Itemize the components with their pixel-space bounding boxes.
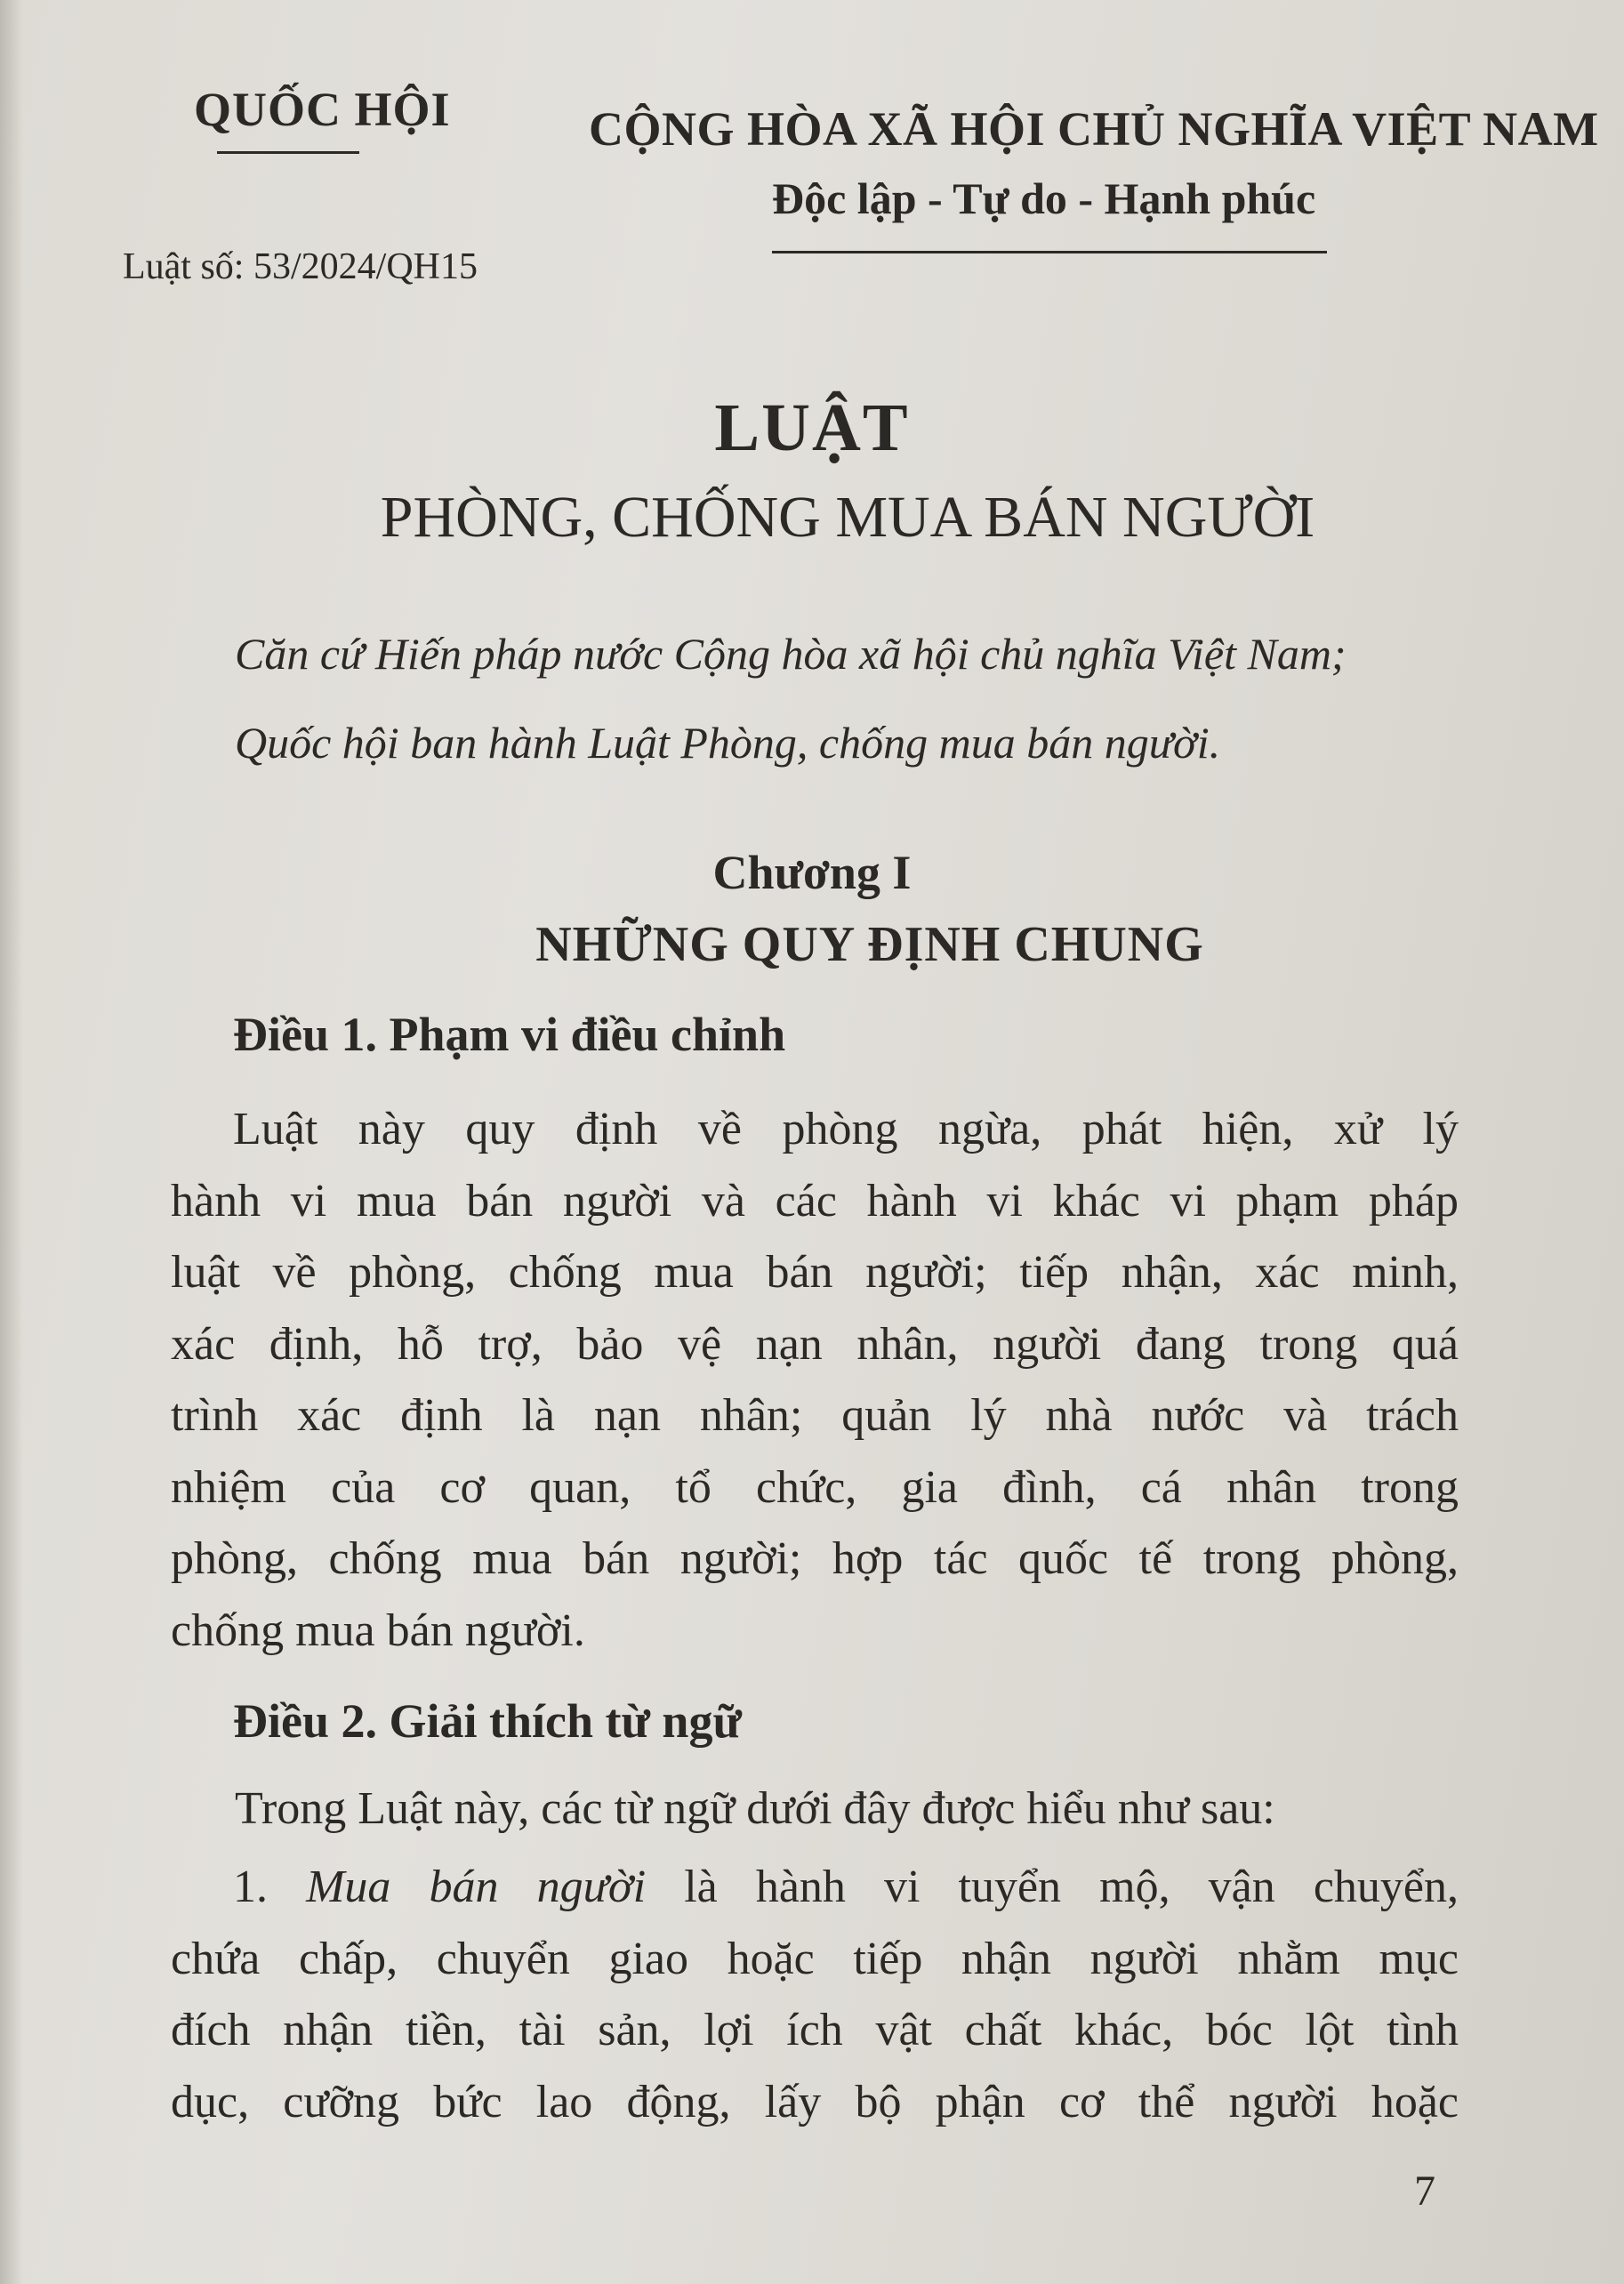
- paragraph-line: chứa chấp, chuyển giao hoặc tiếp nhận người nhằm mục: [171, 1933, 1459, 1984]
- paragraph-line: nhiệm của cơ quan, tổ chức, gia đình, cá nhân trong: [171, 1461, 1459, 1513]
- article-2-heading: Điều 2. Giải thích từ ngữ: [233, 1694, 742, 1748]
- chapter-number: Chương I: [712, 846, 912, 899]
- definition-text: là hành vi tuyển mộ, vận chuyển,: [646, 1862, 1459, 1912]
- paragraph-line: dục, cưỡng bức lao động, lấy bộ phận cơ thể người hoặc: [171, 2076, 1459, 2127]
- paragraph-line: Luật này quy định về phòng ngừa, phát hiện, xử lý: [233, 1104, 1459, 1154]
- article-2-intro: Trong Luật này, các từ ngữ dưới đây được hiểu như sau:: [235, 1783, 1275, 1834]
- document-subtitle: PHÒNG, CHỐNG MUA BÁN NGƯỜI: [380, 485, 1315, 550]
- national-title: CỘNG HÒA XÃ HỘI CHỦ NGHĨA VIỆT NAM: [589, 102, 1599, 156]
- paragraph-line: [171, 1852, 1459, 1924]
- issuing-body-underline: [217, 151, 359, 154]
- paragraph-line: trình xác định là nạn nhân; quản lý nhà nước và trách: [171, 1390, 1459, 1441]
- paragraph-line: đích nhận tiền, tài sản, lợi ích vật chất khác, bóc lột tình: [171, 2005, 1459, 2055]
- paragraph-line: hành vi mua bán người và các hành vi khác vi phạm pháp: [171, 1175, 1459, 1226]
- article-1-heading: Điều 1. Phạm vi điều chỉnh: [233, 1008, 786, 1061]
- chapter-title: NHỮNG QUY ĐỊNH CHUNG: [535, 917, 1204, 972]
- defined-term: Mua bán người: [306, 1862, 647, 1912]
- national-motto: Độc lập - Tự do - Hạnh phúc: [772, 173, 1316, 223]
- article-1-paragraph: [171, 1094, 1459, 1667]
- document-title: LUẬT: [714, 390, 910, 465]
- law-number: Luật số: 53/2024/QH15: [123, 246, 478, 287]
- paragraph-line: chống mua bán người.: [171, 1604, 585, 1656]
- promulgation-line: Quốc hội ban hành Luật Phòng, chống mua bán người.: [235, 718, 1221, 768]
- motto-underline: [772, 251, 1327, 253]
- paragraph-line: xác định, hỗ trợ, bảo vệ nạn nhân, người đang trong quá: [171, 1318, 1459, 1370]
- article-2-item-1: [171, 1852, 1459, 2138]
- legal-basis-line: Căn cứ Hiến pháp nước Cộng hòa xã hội chủ nghĩa Việt Nam;: [235, 629, 1347, 679]
- page-number: 7: [1414, 2167, 1435, 2215]
- paragraph-line: phòng, chống mua bán người; hợp tác quốc tế trong phòng,: [171, 1533, 1459, 1584]
- issuing-body: QUỐC HỘI: [194, 83, 451, 136]
- item-number: 1.: [233, 1862, 307, 1912]
- paragraph-line: luật về phòng, chống mua bán người; tiếp nhận, xác minh,: [171, 1247, 1459, 1298]
